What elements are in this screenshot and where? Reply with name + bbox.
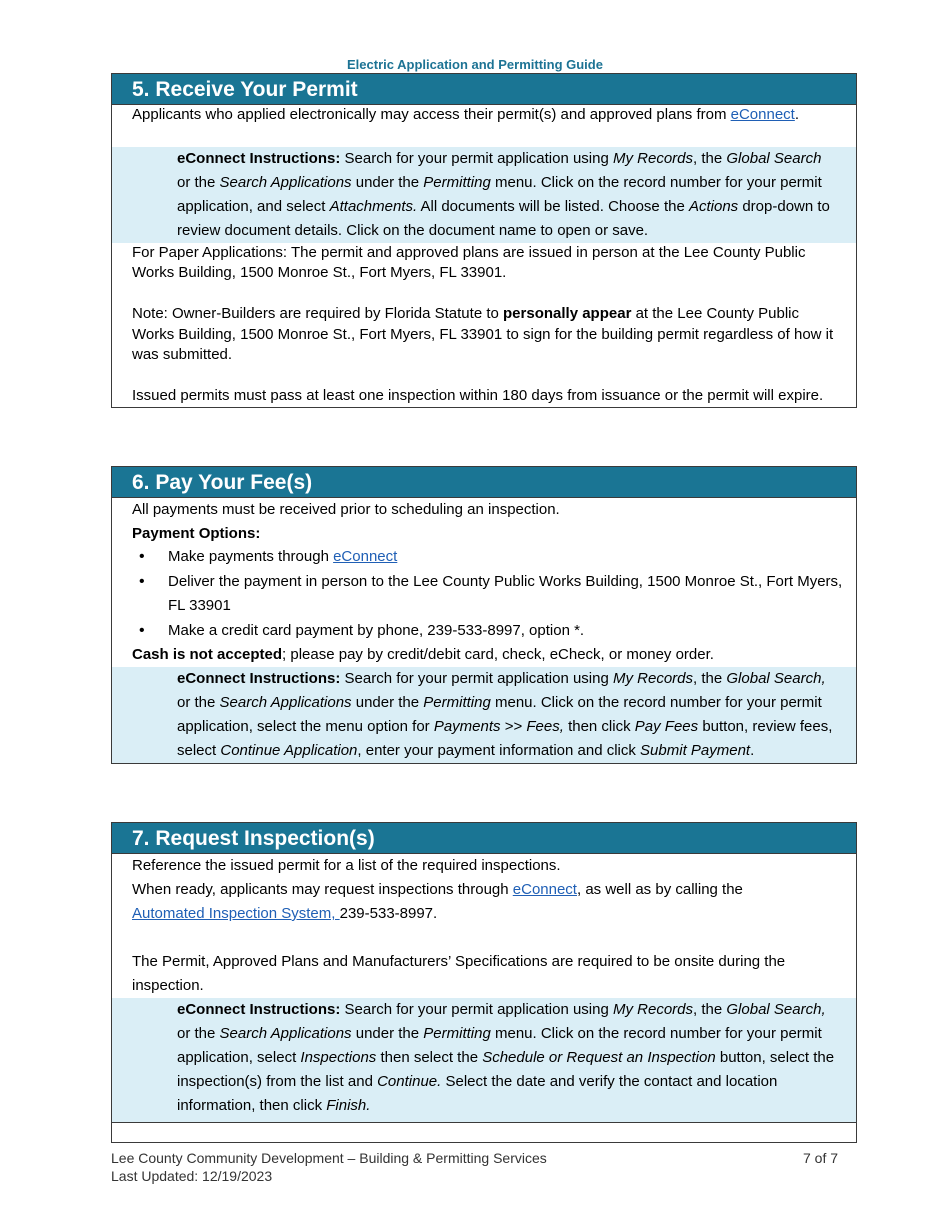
list-item: • Deliver the payment in person to the Lee County Public Works Building, 1500 Monroe St., Fort Myers, FL 33901: [112, 570, 856, 619]
section-5-intro: Applicants who applied electronically may access their permit(s) and approved plans from eConnect.: [132, 106, 800, 123]
document-header-title: Electric Application and Permitting Guide: [347, 57, 603, 72]
request-inspections-text: When ready, applicants may request inspections through eConnect, as well as by calling the Automated Inspection System, 239-533-8997.: [132, 881, 743, 922]
payments-intro: All payments must be received prior to scheduling an inspection.: [132, 501, 560, 518]
section-pay-fees: [111, 466, 857, 764]
bullet-icon: •: [139, 572, 145, 590]
footer-organization: Lee County Community Development – Building & Permitting Services: [111, 1150, 547, 1166]
footer-last-updated: Last Updated: 12/19/2023: [111, 1168, 273, 1184]
bullet-icon: •: [139, 621, 145, 639]
econnect-link[interactable]: eConnect: [730, 106, 795, 123]
section-5-title: 5. Receive Your Permit: [112, 74, 856, 105]
section-6-econnect-instructions: eConnect Instructions: Search for your permit application using My Records, the Global Search, or the Search Applications under the Permitting menu. Click on the record number for your permit application, select the menu option for Payments >> Fees, then click Pay Fees button, review fees, select Continue Application, enter your payment information and click Submit Payment.: [112, 667, 856, 763]
footer: [111, 1149, 547, 1185]
section-receive-permit: [111, 73, 857, 408]
automated-inspection-system-link[interactable]: Automated Inspection System,: [132, 905, 340, 922]
section-7-empty-row: [112, 1122, 856, 1142]
bullet-icon: •: [139, 548, 145, 565]
list-item: • Make payments through eConnect: [112, 545, 856, 570]
econnect-link[interactable]: eConnect: [333, 548, 398, 565]
payment-options-label: Payment Options:: [132, 524, 261, 542]
econnect-link[interactable]: eConnect: [512, 881, 577, 898]
payment-options-list: [112, 545, 856, 643]
page-number: 7 of 7: [803, 1150, 839, 1166]
section-7-title: 7. Request Inspection(s): [112, 823, 856, 854]
cash-not-accepted-text: Cash is not accepted; please pay by credit/debit card, check, eCheck, or money order.: [132, 646, 714, 663]
section-7-econnect-instructions: eConnect Instructions: Search for your permit application using My Records, the Global Search, or the Search Applications under the Permitting menu. Click on the record number for your permit application, select Inspections then select the Schedule or Request an Inspection button, select the inspection(s) from the list and Continue. Select the date and verify the contact and location information, then click Finish.: [112, 998, 856, 1122]
list-item: • Make a credit card payment by phone, 239-533-8997, option *.: [112, 619, 856, 644]
owner-builder-note: Note: Owner-Builders are required by Florida Statute to personally appear at the Lee County Public Works Building, 1500 Monroe St., Fort Myers, FL 33901 to sign for the building permit regardless of how it was submitted.: [132, 305, 834, 363]
section-5-econnect-instructions: eConnect Instructions: Search for your permit application using My Records, the Global Search or the Search Applications under the Permitting menu. Click on the record number for your permit application, and select Attachments. All documents will be listed. Choose the Actions drop-down to review document details. Click on the document name to open or save.: [112, 147, 856, 243]
permit-expiration-text: Issued permits must pass at least one inspection within 180 days from issuance or the permit will expire.: [132, 387, 824, 404]
section-6-title: 6. Pay Your Fee(s): [112, 467, 856, 498]
inspections-reference-text: Reference the issued permit for a list of the required inspections.: [132, 857, 561, 874]
paper-applications-text: For Paper Applications: The permit and approved plans are issued in person at the Lee County Public Works Building, 1500 Monroe St., Fort Myers, FL 33901.: [132, 243, 806, 281]
onsite-requirements-text: The Permit, Approved Plans and Manufacturers’ Specifications are required to be onsite during the inspection.: [132, 953, 786, 994]
section-request-inspections: [111, 822, 857, 1143]
